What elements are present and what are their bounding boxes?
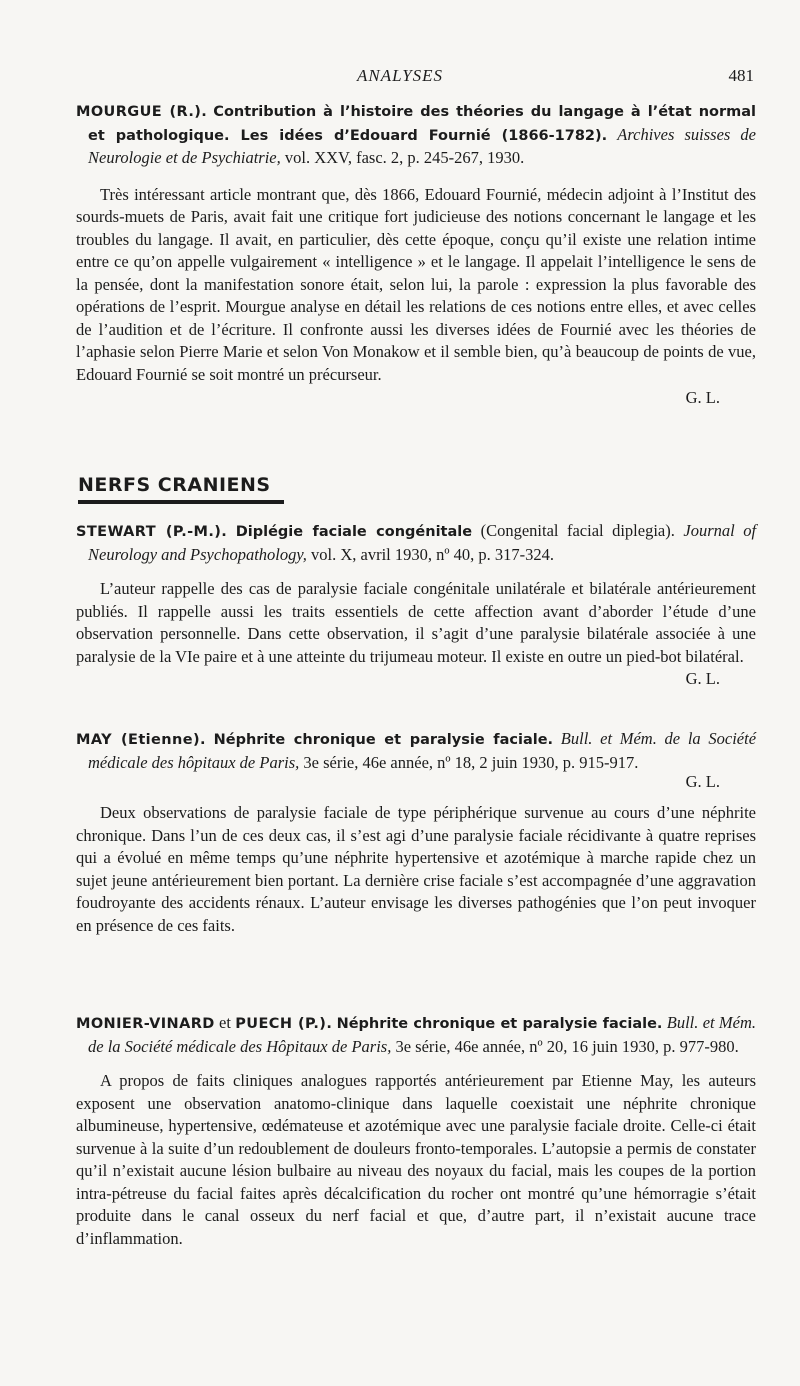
journal-name: Journal of Neurology and Psychopathology, [88,521,757,564]
abstract-entry-mourgue [76,100,756,408]
author: PUECH (P.). [235,1016,333,1032]
article-title: Contribution à l’histoire des théories du langage à l’état normal et pathologique. Les idées d’Edouard Fournié (1866-1782). [88,104,756,144]
section-underline [78,500,284,504]
citation: 3e série, 46e année, nº 18, 2 juin 1930, p. 915-917. [303,752,639,772]
abstract-text: Très intéressant article montrant que, dès 1866, Edouard Fournié, médecin adjoint à l’Institut des sourds-muets de Paris, avait fait une critique fort judicieuse des notions concernant le langage et les troubles du langage. Il avait, en particulier, dès cette époque, conçu qu’il existe une relation intime entre ce qu’on appelle vulgairement « intelligence » et le langage. Il appelait l’intelligence le sens de la pensée, dont la manifestation sonore était, selon lui, la parole : expression la plus favorable des opérations de l’esprit. Mourgue analyse en détail les relations de ces notions entre elles, et avec celles de l’audition et de l’écriture. Il confronte aussi les diverses idées de Fournié avec les théories de l’aphasie selon Pierre Marie et selon Von Monakow et il semble bien, qu’à beaucoup de points de vue, Edouard Fournié se soit montré un précurseur. [76,184,756,384]
citation: vol. X, avril 1930, nº 40, p. 317-324. [311,544,555,564]
abstract-entry-stewart [76,520,756,691]
author-conjunction: et [219,1013,231,1032]
page-header [0,66,800,88]
abstract-entry-monier-vinard [76,1012,756,1250]
section-heading: NERFS CRANIENS [78,474,271,496]
author: MOURGUE (R.). [76,104,208,120]
abstract-text: A propos de faits cliniques analogues rapportés antérieurement par Etienne May, les auteurs exposent une observation anatomo-clinique dans laquelle coexistait une néphrite chronique albumineuse, hypertensive, œdémateuse et azotémique avec une paralysie faciale droite. Celle-ci était survenue à la suite d’un redoublement de douleurs fronto-temporales. L’autopsie a permis de constater qu’il n’existait aucune lésion bulbaire au niveau des noyaux du facial, mais les coupes de la portion intra-pétreuse du facial faites après décalcification du rocher ont montré qu’une hémorragie s’était produite dans le canal osseux du nerf facial et que, d’autre part, il n’existait aucune trace d’inflammation. [76,1071,756,1248]
reviewer-signature: G. L. [685,669,720,688]
abstract-text [76,578,756,688]
reference [76,100,756,170]
page-number: 481 [728,66,754,85]
running-title: ANALYSES [356,66,444,85]
citation: 3e série, 46e année, nº 20, 16 juin 1930, p. 977-980. [395,1036,739,1056]
journal-name: Archives suisses de Neurologie et de Psychiatrie, [88,124,757,167]
article-title: Diplégie faciale congénitale [235,524,473,540]
reference [76,1012,756,1058]
journal-name: Bull. et Mém. de la Société médicale des hôpitaux de Paris, [88,729,757,772]
author: STEWART (P.-M.). [76,524,228,540]
reviewer-signature: G. L. [685,388,720,407]
author: MAY (Etienne). [76,732,206,748]
journal-name: Bull. et Mém. de la Société médicale des Hôpitaux de Paris, [88,1013,757,1056]
article-title: Néphrite chronique et paralysie faciale. [213,732,554,748]
abstract-entry-may [76,728,756,937]
article-title: Néphrite chronique et paralysie faciale. [336,1016,663,1032]
reviewer-signature: G. L. [685,772,720,791]
abstract-body: L’auteur rappelle des cas de paralysie faciale congénitale unilatérale et bilatérale antérieurement publiés. Il rappelle aussi les traits essentiels de cette affection avant d’aborder l’étude d’une observation personnelle. Dans cette observation, il s’agit d’une paralysie bilatérale associée à une paralysie de la VIe paire et à une atteinte du trijumeau moteur. Il existe en outre un pied-bot bilatéral. [76,579,756,666]
translated-title: (Congenital facial diplegia). [480,521,675,540]
citation: vol. XXV, fasc. 2, p. 245-267, 1930. [284,148,525,167]
author: MONIER-VINARD [76,1016,215,1032]
abstract-text: Deux observations de paralysie faciale de type périphérique survenue au cours d’une néphrite chronique. Dans l’un de ces deux cas, il s’est agi d’une paralysie faciale récidivante à quatre reprises qui a évolué en même temps qu’une néphrite hypertensive et azotémique à marche rapide chez un sujet jeune antérieurement bien portant. La dernière crise faciale s’est accompagnée d’une aggravation foudroyante des accidents rénaux. L’auteur envisage les diverses pathogénies que l’on peut invoquer en présence de ces faits. [76,803,756,935]
reference [76,520,756,566]
reference [76,728,756,774]
